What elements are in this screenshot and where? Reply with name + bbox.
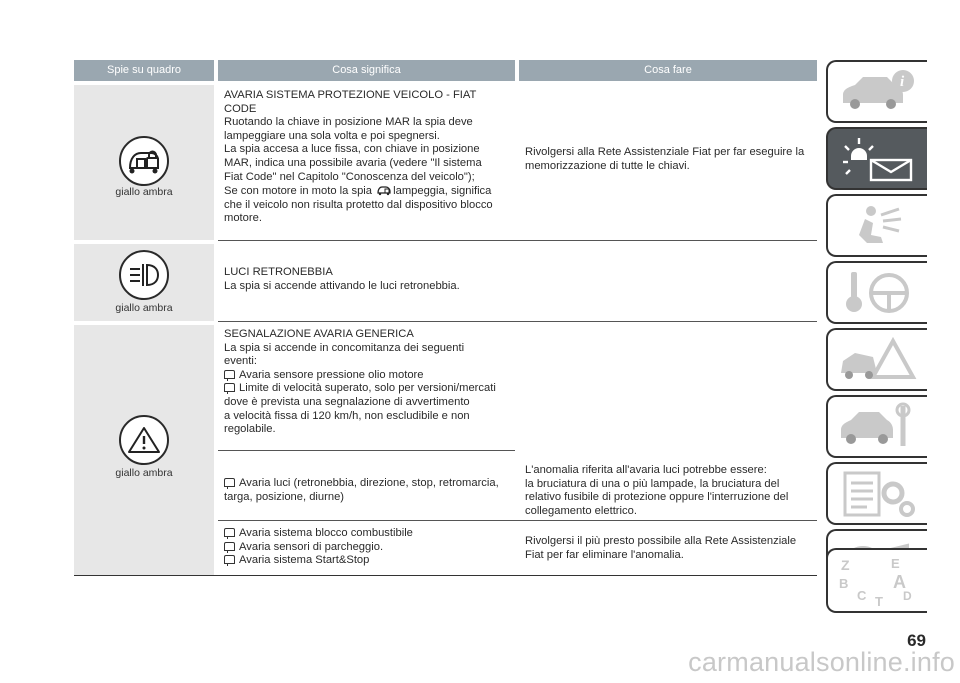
row1-meaning bbox=[224, 89, 514, 226]
index-letter-t: T bbox=[874, 593, 883, 606]
row3-bullet-item bbox=[224, 477, 514, 491]
row1-icon-cell bbox=[74, 85, 214, 240]
row1-line: lampeggiare una sola volta e poi spegnersi. bbox=[224, 129, 440, 142]
row3-sub2-action bbox=[525, 535, 815, 562]
svg-text:i: i bbox=[899, 73, 904, 90]
row3-bullet-item bbox=[224, 554, 514, 568]
chapter-tab-emergency[interactable] bbox=[826, 328, 927, 391]
page-number: 69 bbox=[907, 631, 926, 650]
row3-line: a velocità fissa di 120 km/h, non escludibile e non bbox=[224, 409, 470, 422]
row3-bullet-text: Avaria sistema Start&Stop bbox=[239, 554, 370, 567]
row1-action bbox=[525, 146, 815, 173]
header-warning-lights: Spie su quadro bbox=[74, 60, 214, 81]
row1-line: La spia accesa a luce fissa, con chiave in posizione bbox=[224, 143, 480, 156]
bullet-icon bbox=[224, 542, 235, 551]
fiat-code-inline-icon bbox=[377, 184, 391, 196]
row2-icon-cell bbox=[74, 244, 214, 321]
bullet-icon bbox=[224, 555, 235, 564]
specs-gear-icon bbox=[837, 469, 919, 519]
row3-sub1-action bbox=[525, 464, 815, 518]
row1-inline-icon-line bbox=[224, 184, 514, 199]
chapter-tab-technical-data[interactable] bbox=[826, 462, 927, 525]
chapter-tab-index[interactable] bbox=[826, 548, 927, 613]
row3-bullet-item bbox=[224, 382, 514, 396]
index-letter-d: D bbox=[902, 588, 912, 603]
bullet-icon bbox=[224, 478, 235, 487]
row1-action-line: Rivolgersi alla Rete Assistenziale Fiat per far eseguire la bbox=[525, 146, 805, 158]
crash-warning-triangle-icon bbox=[837, 335, 919, 385]
row3-bullet-text: Avaria sensore pressione olio motore bbox=[239, 368, 424, 381]
bullet-icon bbox=[224, 370, 235, 379]
row3-action-line: Fiat per far eliminare l'anomalia. bbox=[525, 548, 684, 561]
watermark: carmanualsonline.info bbox=[688, 647, 955, 677]
bullet-icon bbox=[224, 528, 235, 537]
row3-line: targa, posizione, diurne) bbox=[224, 490, 345, 503]
table-bottom-border bbox=[74, 575, 817, 576]
car-maintenance-icon bbox=[837, 402, 919, 452]
row3-line: dove è prevista una segnalazione di avvertimento bbox=[224, 395, 470, 408]
header-action: Cosa fare bbox=[519, 60, 817, 81]
car-info-icon bbox=[837, 67, 919, 117]
row3-icon-cell bbox=[74, 325, 214, 575]
index-letters-icon bbox=[837, 556, 919, 606]
row3-action-line: relativo fusibile di protezione oppure l'interruzione del bbox=[525, 491, 789, 504]
general-warning-triangle-icon bbox=[119, 415, 169, 465]
row2-title: LUCI RETRONEBBIA bbox=[224, 266, 333, 278]
row1-title-cont: CODE bbox=[224, 102, 257, 115]
row3-title: SEGNALAZIONE AVARIA GENERICA bbox=[224, 328, 414, 340]
row3-action-line: Rivolgersi il più presto possibile alla Rete Assistenziale bbox=[525, 535, 797, 547]
index-letter-c: C bbox=[856, 587, 866, 603]
row3-line: eventi: bbox=[224, 355, 257, 368]
index-letter-z: Z bbox=[840, 556, 850, 573]
chapter-tab-knowing-car[interactable] bbox=[826, 60, 927, 123]
rear-fog-light-icon bbox=[119, 250, 169, 300]
row3-action-line: la bruciatura di una o più lampade, la bruciatura del bbox=[525, 477, 780, 490]
row2-meaning bbox=[224, 266, 514, 293]
bullet-icon bbox=[224, 383, 235, 392]
row3-line: regolabile. bbox=[224, 423, 276, 436]
row-divider bbox=[218, 240, 817, 241]
row1-line-part-a: Se con motore in moto la spia bbox=[224, 185, 372, 198]
row1-line: che il veicolo non risulta protetto dal dispositivo blocco bbox=[224, 198, 493, 211]
row3-bullet-item bbox=[224, 369, 514, 383]
row1-line-part-b: lampeggia, significa bbox=[393, 185, 492, 198]
fiat-code-key-lock-icon bbox=[119, 136, 169, 186]
row1-action-line: memorizzazione di tutte le chiavi. bbox=[525, 159, 690, 172]
sub-divider bbox=[218, 520, 817, 521]
row3-bullet-text: Avaria sensori di parcheggio. bbox=[239, 540, 384, 553]
chapter-tab-maintenance[interactable] bbox=[826, 395, 927, 458]
row3-bullet-item bbox=[224, 527, 514, 541]
row2-color-label: giallo ambra bbox=[115, 302, 173, 314]
chapter-tab-safety[interactable] bbox=[826, 194, 927, 257]
row3-action-line: L'anomalia riferita all'avaria luci potrebbe essere: bbox=[525, 464, 767, 476]
airbag-seat-icon bbox=[837, 201, 919, 251]
row1-title: AVARIA SISTEMA PROTEZIONE VEICOLO - FIAT bbox=[224, 89, 477, 101]
row3-bullet-text: Avaria sistema blocco combustibile bbox=[239, 527, 413, 539]
header-meaning: Cosa significa bbox=[218, 60, 515, 81]
row-divider bbox=[218, 321, 817, 322]
row1-line: Ruotando la chiave in posizione MAR la spia deve bbox=[224, 116, 473, 129]
chapter-tab-warning-lights[interactable] bbox=[826, 127, 927, 190]
row3-color-label: giallo ambra bbox=[115, 467, 173, 479]
row3-bullet-item bbox=[224, 541, 514, 555]
index-letter-a: A bbox=[892, 571, 906, 592]
row3-bullet-text: Limite di velocità superato, solo per versioni/mercati bbox=[239, 382, 496, 395]
row1-line: MAR, indica una possibile avaria (vedere "Il sistema bbox=[224, 156, 482, 169]
row1-line: motore. bbox=[224, 212, 262, 225]
index-letter-e: E bbox=[890, 555, 900, 571]
sub-divider bbox=[218, 450, 515, 451]
row3-action-line: collegamento elettrico. bbox=[525, 504, 637, 517]
row3-meaning bbox=[224, 328, 514, 437]
row1-line: Fiat Code" nel Capitolo "Conoscenza del veicolo"); bbox=[224, 170, 475, 183]
key-steering-wheel-icon bbox=[837, 268, 919, 318]
row3-sub2-meaning bbox=[224, 527, 514, 568]
warning-lights-message-icon bbox=[837, 134, 919, 184]
row3-bullet-text: Avaria luci (retronebbia, direzione, stop, retromarcia, bbox=[239, 477, 499, 489]
index-letter-b: B bbox=[838, 575, 848, 591]
chapter-tab-starting-driving[interactable] bbox=[826, 261, 927, 324]
row1-color-label: giallo ambra bbox=[115, 186, 173, 198]
row2-line: La spia si accende attivando le luci retronebbia. bbox=[224, 279, 460, 292]
row3-line: La spia si accende in concomitanza dei seguenti bbox=[224, 341, 465, 354]
row3-sub1-meaning bbox=[224, 477, 514, 504]
